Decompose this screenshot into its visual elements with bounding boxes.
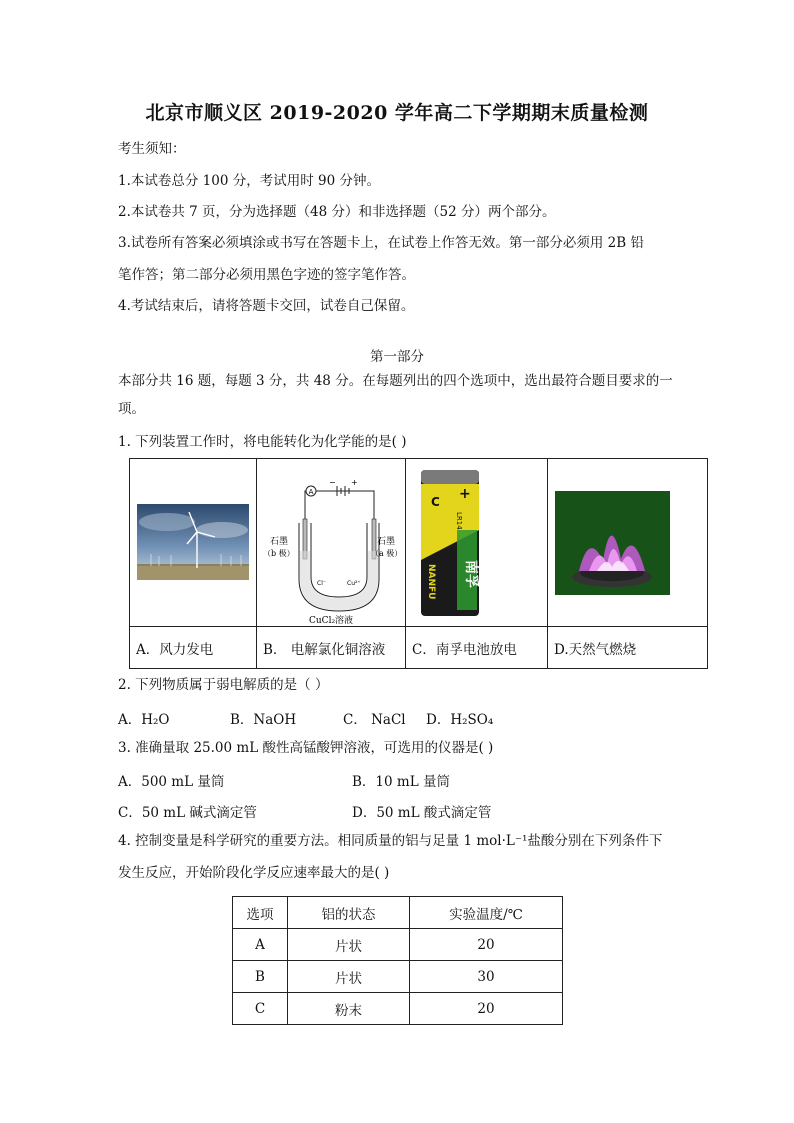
table-cell: 30 (410, 961, 563, 993)
left-electrode-label: 石墨 (270, 537, 289, 547)
q1-image-a-cell (130, 459, 257, 627)
right-electrode-label: 石墨 (377, 537, 396, 547)
table-cell: 20 (410, 993, 563, 1025)
section-heading: 第一部分 (370, 349, 424, 365)
wind-farm-image (137, 504, 249, 580)
q1-option-b: B． 电解氯化铜溶液 (257, 627, 406, 669)
q3-stem: 3. 准确量取 25.00 mL 酸性高锰酸钾溶液，可选用的仪器是( ) (118, 740, 494, 756)
q2-stem: 2. 下列物质属于弱电解质的是（ ） (118, 677, 329, 693)
q3-option-c: C．50 mL 碱式滴定管 (118, 805, 257, 821)
gas-flame-image (555, 491, 670, 595)
svg-text:+: + (351, 478, 358, 487)
cu-ion-label: Cu²⁺ (347, 580, 361, 587)
notice-item-3: 3.试卷所有答案必须填涂或书写在答题卡上，在试卷上作答无效。第一部分必须用 2B 铅 (118, 235, 644, 251)
q1-image-c-cell (406, 459, 548, 627)
q4-stem-line1: 4. 控制变量是科学研究的重要方法。相同质量的铝与足量 1 mol·L⁻¹盐酸分别在下列条件下 (118, 833, 663, 849)
exam-title: 北京市顺义区 2019-2020 学年高二下学期期末质量检测 (145, 102, 649, 124)
battery-side-text: NANFU (426, 564, 436, 600)
left-electrode-pole: （b 极） (263, 549, 295, 558)
q1-stem: 1. 下列装置工作时，将电能转化为化学能的是( ) (118, 434, 407, 450)
electrolysis-diagram (257, 459, 406, 626)
section-intro-line2: 项。 (118, 401, 145, 417)
table-row (233, 993, 563, 1025)
notice-item-1: 1.本试卷总分 100 分，考试用时 90 分钟。 (118, 173, 380, 189)
battery-image (419, 468, 481, 618)
q2-option-b: B．NaOH (230, 712, 297, 728)
battery-brand: 南孚 (463, 560, 479, 588)
q2-option-c: C． NaCl (343, 712, 406, 728)
table-cell: B (233, 961, 288, 993)
section-intro-line1: 本部分共 16 题，每题 3 分，共 48 分。在每题列出的四个选项中，选出最符合题目要求的一 (118, 373, 673, 389)
table-cell: 片状 (288, 961, 410, 993)
table-row (233, 961, 563, 993)
q2-option-a: A．H₂O (118, 712, 170, 728)
ammeter-label: A (308, 488, 314, 496)
solution-label: CuCl₂溶液 (309, 616, 354, 626)
notice-item-4: 4.考试结束后，请将答题卡交回，试卷自己保留。 (118, 298, 415, 314)
q1-options-table (129, 458, 708, 669)
table-cell: 粉末 (288, 993, 410, 1025)
q3-option-a: A．500 mL 量筒 (118, 774, 225, 790)
q1-image-b-cell (257, 459, 406, 627)
q3-option-d: D．50 mL 酸式滴定管 (352, 805, 492, 821)
right-electrode-pole: （a 极） (371, 549, 403, 558)
table-row (233, 929, 563, 961)
notice-heading: 考生须知： (118, 141, 186, 157)
q2-option-d: D．H₂SO₄ (426, 712, 494, 728)
q1-option-c: C．南孚电池放电 (406, 627, 548, 669)
table-header-row (233, 897, 563, 929)
table-header-cell: 实验温度/℃ (410, 897, 563, 929)
table-header-cell: 铝的状态 (288, 897, 410, 929)
q1-option-a: A．风力发电 (130, 627, 257, 669)
table-cell: 片状 (288, 929, 410, 961)
table-cell: A (233, 929, 288, 961)
q3-option-b: B．10 mL 量筒 (352, 774, 450, 790)
svg-text:−: − (329, 478, 336, 487)
q4-conditions-table (232, 896, 563, 1025)
battery-letter: C (431, 495, 440, 509)
notice-item-2: 2.本试卷共 7 页，分为选择题（48 分）和非选择题（52 分）两个部分。 (118, 204, 556, 220)
cl-ion-label: Cl⁻ (317, 580, 327, 587)
battery-plus: + (459, 486, 471, 502)
table-cell: 20 (410, 929, 563, 961)
q4-stem-line2: 发生反应，开始阶段化学反应速率最大的是( ) (118, 865, 390, 881)
notice-item-3-cont: 笔作答；第二部分必须用黑色字迹的签字笔作答。 (118, 267, 415, 283)
q1-image-d-cell (548, 459, 708, 627)
table-header-cell: 选项 (233, 897, 288, 929)
table-cell: C (233, 993, 288, 1025)
battery-model: LR14 (455, 512, 463, 530)
q1-option-d: D.天然气燃烧 (548, 627, 708, 669)
